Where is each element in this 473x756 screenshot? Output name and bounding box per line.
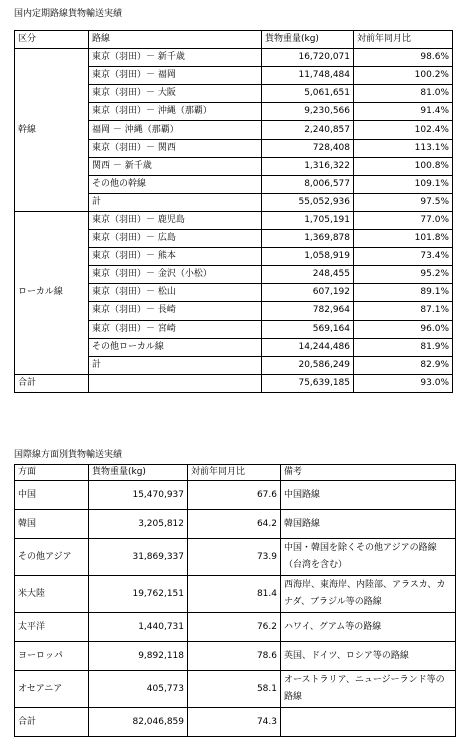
- note-cell: ハワイ、グアム等の路線: [281, 613, 456, 642]
- yoy-cell: 74.3: [188, 708, 281, 737]
- table-row: [15, 576, 456, 613]
- route-cell: 東京（羽田）－ 広島: [89, 230, 262, 248]
- weight-cell: 1,369,878: [262, 230, 354, 248]
- total-yoy: 93.0%: [354, 374, 453, 392]
- header-route: 路線: [89, 31, 262, 49]
- weight-cell: 405,773: [89, 671, 188, 708]
- yoy-cell: 98.6%: [354, 49, 453, 67]
- yoy-cell: 58.1: [188, 671, 281, 708]
- domestic-cargo-table: [14, 30, 453, 393]
- weight-cell: 1,705,191: [262, 211, 354, 229]
- table-row: [15, 539, 456, 576]
- table-row: [15, 613, 456, 642]
- weight-cell: 782,964: [262, 302, 354, 320]
- route-cell: 関西 － 新千歳: [89, 157, 262, 175]
- total-weight: 75,639,185: [262, 374, 354, 392]
- table-row: [15, 708, 456, 737]
- weight-cell: 55,052,936: [262, 193, 354, 211]
- yoy-cell: 91.4%: [354, 103, 453, 121]
- weight-cell: 1,058,919: [262, 248, 354, 266]
- yoy-cell: 78.6: [188, 642, 281, 671]
- yoy-cell: 73.4%: [354, 248, 453, 266]
- route-cell: 東京（羽田）－ 長崎: [89, 302, 262, 320]
- total-row: [15, 374, 453, 392]
- header-weight: 貨物重量(kg): [89, 465, 188, 481]
- weight-cell: 31,869,337: [89, 539, 188, 576]
- direction-cell: オセアニア: [15, 671, 89, 708]
- note-cell: 西海岸、東海岸、内陸部、アラスカ、カナダ、ブラジル等の路線: [281, 576, 456, 613]
- weight-cell: 607,192: [262, 284, 354, 302]
- yoy-cell: 82.9%: [354, 356, 453, 374]
- category-cell: 幹線: [15, 49, 89, 212]
- weight-cell: 248,455: [262, 266, 354, 284]
- route-cell: その他ローカル線: [89, 338, 262, 356]
- table-row: [15, 642, 456, 671]
- weight-cell: 14,244,486: [262, 338, 354, 356]
- yoy-cell: 81.0%: [354, 85, 453, 103]
- weight-cell: 728,408: [262, 139, 354, 157]
- header-direction: 方面: [15, 465, 89, 481]
- yoy-cell: 100.2%: [354, 67, 453, 85]
- direction-cell: 韓国: [15, 510, 89, 539]
- route-cell: 東京（羽田）－ 金沢（小松）: [89, 266, 262, 284]
- note-cell: 英国、ドイツ、ロシア等の路線: [281, 642, 456, 671]
- yoy-cell: 109.1%: [354, 175, 453, 193]
- yoy-cell: 89.1%: [354, 284, 453, 302]
- weight-cell: 1,440,731: [89, 613, 188, 642]
- total-route-cell: [89, 374, 262, 392]
- route-cell: 東京（羽田）－ 鹿児島: [89, 211, 262, 229]
- route-cell: その他の幹線: [89, 175, 262, 193]
- header-yoy: 対前年同月比: [354, 31, 453, 49]
- route-cell: 福岡 － 沖縄（那覇）: [89, 121, 262, 139]
- yoy-cell: 81.4: [188, 576, 281, 613]
- header-note: 備考: [281, 465, 456, 481]
- direction-cell: ヨーロッパ: [15, 642, 89, 671]
- international-title: 国際線方面別貨物輸送実績: [14, 450, 123, 460]
- domestic-header-row: [15, 31, 453, 49]
- note-cell: 韓国路線: [281, 510, 456, 539]
- route-cell: 東京（羽田）－ 福岡: [89, 67, 262, 85]
- domestic-title: 国内定期路線貨物輸送実績: [14, 9, 123, 19]
- yoy-cell: 113.1%: [354, 139, 453, 157]
- route-cell: 計: [89, 356, 262, 374]
- category-cell: ローカル線: [15, 211, 89, 374]
- route-cell: 東京（羽田）－ 新千歳: [89, 49, 262, 67]
- total-label: 合計: [15, 374, 89, 392]
- weight-cell: 20,586,249: [262, 356, 354, 374]
- weight-cell: 1,316,322: [262, 157, 354, 175]
- yoy-cell: 77.0%: [354, 211, 453, 229]
- route-cell: 計: [89, 193, 262, 211]
- international-header-row: [15, 465, 456, 481]
- weight-cell: 16,720,071: [262, 49, 354, 67]
- weight-cell: 5,061,651: [262, 85, 354, 103]
- note-cell: [281, 708, 456, 737]
- table-row: [15, 510, 456, 539]
- weight-cell: 19,762,151: [89, 576, 188, 613]
- note-cell: オーストラリア、ニュージーランド等の路線: [281, 671, 456, 708]
- direction-cell: 太平洋: [15, 613, 89, 642]
- table-row: [15, 211, 453, 229]
- direction-cell: 合計: [15, 708, 89, 737]
- route-cell: 東京（羽田）－ 宮崎: [89, 320, 262, 338]
- direction-cell: 中国: [15, 481, 89, 510]
- yoy-cell: 97.5%: [354, 193, 453, 211]
- weight-cell: 9,230,566: [262, 103, 354, 121]
- weight-cell: 9,892,118: [89, 642, 188, 671]
- yoy-cell: 64.2: [188, 510, 281, 539]
- route-cell: 東京（羽田）－ 熊本: [89, 248, 262, 266]
- direction-cell: 米大陸: [15, 576, 89, 613]
- yoy-cell: 100.8%: [354, 157, 453, 175]
- weight-cell: 15,470,937: [89, 481, 188, 510]
- route-cell: 東京（羽田）－ 松山: [89, 284, 262, 302]
- direction-cell: その他アジア: [15, 539, 89, 576]
- yoy-cell: 96.0%: [354, 320, 453, 338]
- yoy-cell: 67.6: [188, 481, 281, 510]
- route-cell: 東京（羽田）－ 関西: [89, 139, 262, 157]
- table-row: [15, 49, 453, 67]
- international-cargo-table: [14, 464, 456, 737]
- table-row: [15, 671, 456, 708]
- yoy-cell: 76.2: [188, 613, 281, 642]
- header-yoy: 対前年同月比: [188, 465, 281, 481]
- weight-cell: 82,046,859: [89, 708, 188, 737]
- yoy-cell: 73.9: [188, 539, 281, 576]
- yoy-cell: 102.4%: [354, 121, 453, 139]
- weight-cell: 569,164: [262, 320, 354, 338]
- weight-cell: 2,240,857: [262, 121, 354, 139]
- yoy-cell: 81.9%: [354, 338, 453, 356]
- yoy-cell: 101.8%: [354, 230, 453, 248]
- note-cell: 中国・韓国を除くその他アジアの路線（台湾を含む）: [281, 539, 456, 576]
- table-row: [15, 481, 456, 510]
- route-cell: 東京（羽田）－ 沖縄（那覇）: [89, 103, 262, 121]
- weight-cell: 8,006,577: [262, 175, 354, 193]
- header-weight: 貨物重量(kg): [262, 31, 354, 49]
- weight-cell: 3,205,812: [89, 510, 188, 539]
- header-category: 区分: [15, 31, 89, 49]
- weight-cell: 11,748,484: [262, 67, 354, 85]
- route-cell: 東京（羽田）－ 大阪: [89, 85, 262, 103]
- yoy-cell: 87.1%: [354, 302, 453, 320]
- yoy-cell: 95.2%: [354, 266, 453, 284]
- note-cell: 中国路線: [281, 481, 456, 510]
